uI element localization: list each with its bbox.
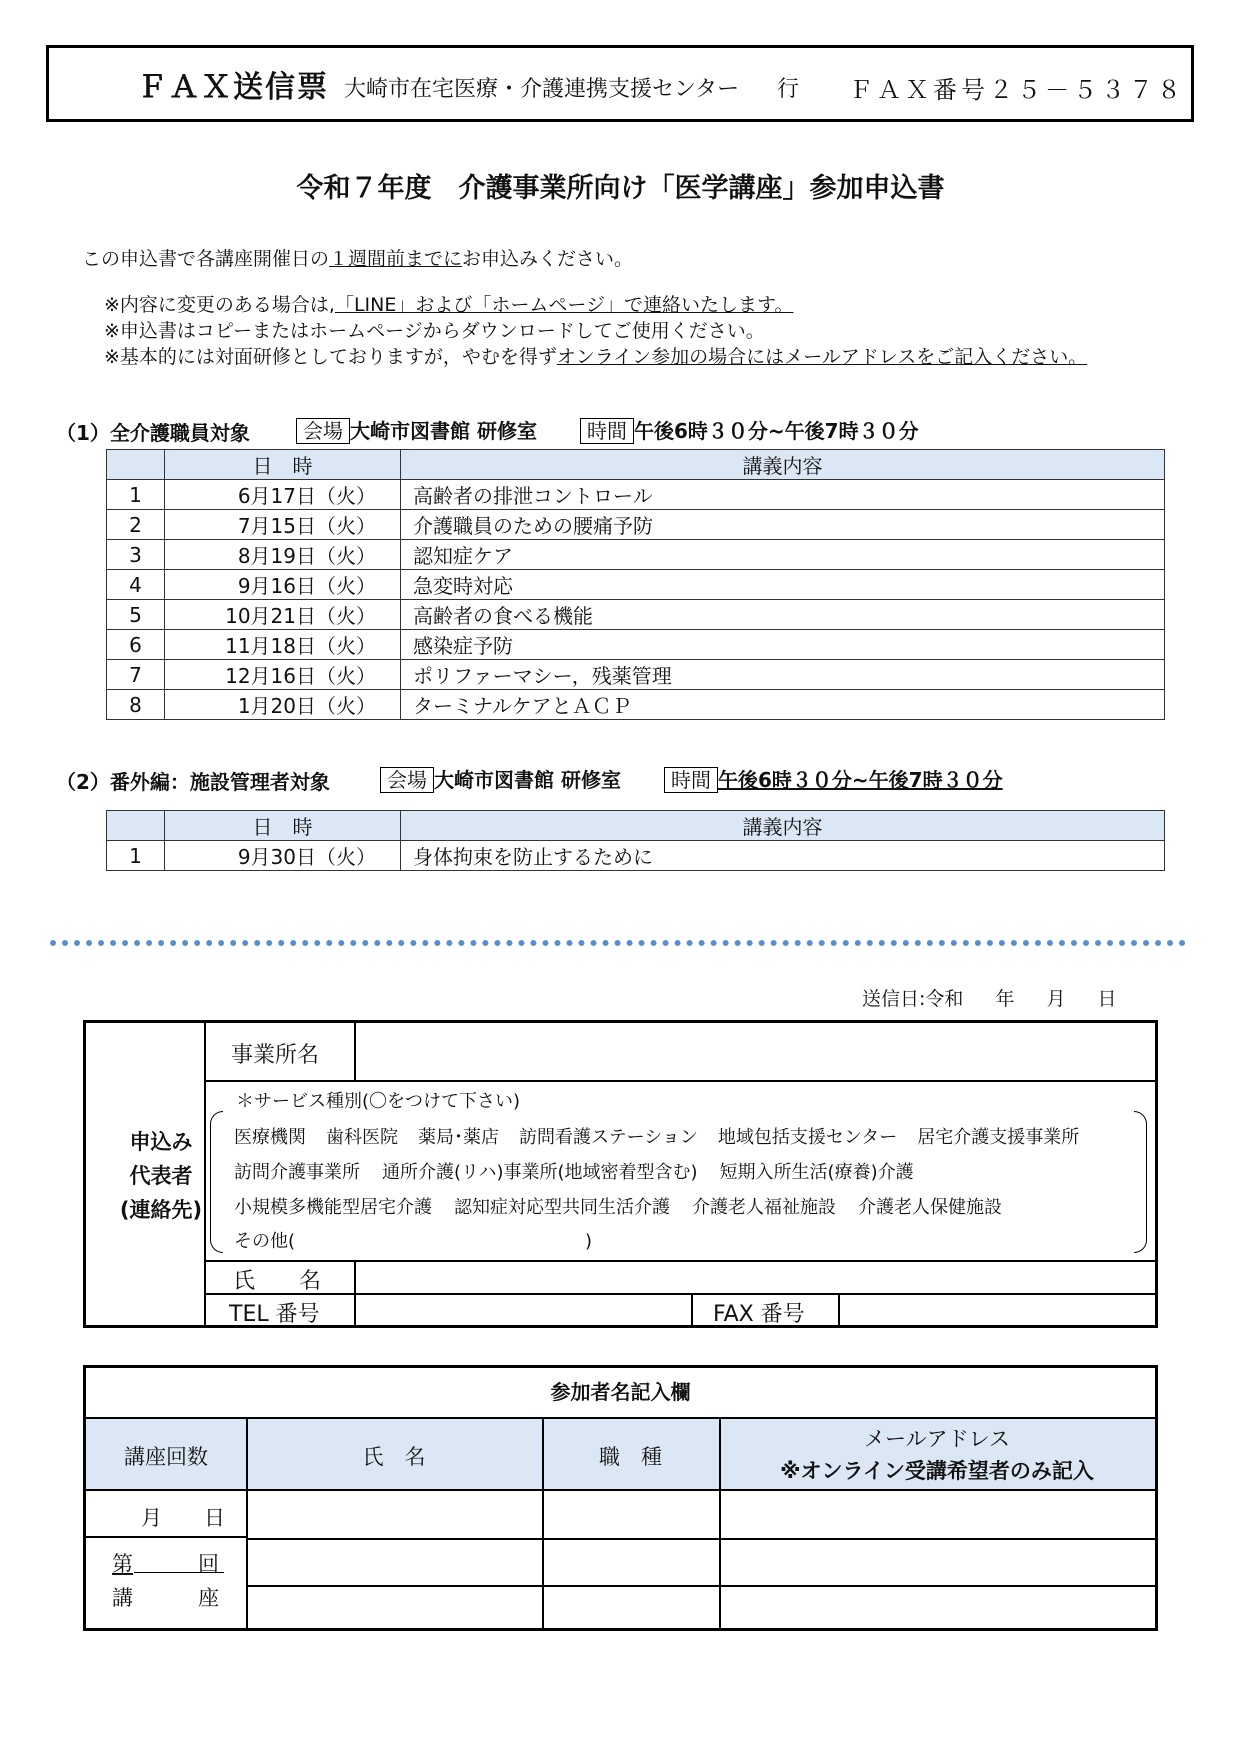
row-content: 認知症ケア <box>401 540 1165 570</box>
col-content: 講義内容 <box>401 811 1165 841</box>
left-bracket <box>210 1111 223 1253</box>
venue-value: 大崎市図書館 研修室 <box>434 768 621 792</box>
applicant-label <box>102 1125 220 1227</box>
time-value: 午後6時３０分~午後7時３０分 <box>718 768 1003 792</box>
table-row <box>107 600 1165 630</box>
divider <box>204 1260 1155 1262</box>
row-date: 6月17日（火） <box>165 480 401 510</box>
col-course-count: 講座回数 <box>124 1445 208 1469</box>
note-2: ※申込書はコピーまたはホームページからダウンロードしてご使用ください。 <box>104 320 765 342</box>
table-row <box>107 690 1165 720</box>
row-date: 8月19日（火） <box>165 540 401 570</box>
name-field[interactable] <box>358 1263 1150 1291</box>
venue-label: 会場 <box>296 418 350 444</box>
fax-label: FAX 番号 <box>713 1302 805 1327</box>
section-2-venue <box>380 764 621 793</box>
service-row-3 <box>234 1193 1024 1219</box>
applicant-label-1: 申込み <box>129 1130 193 1154</box>
row-number: 1 <box>107 480 165 510</box>
row-number: 8 <box>107 690 165 720</box>
table-header-row <box>107 811 1165 841</box>
intro-text <box>82 244 633 271</box>
applicant-box <box>83 1020 1158 1328</box>
note-1 <box>104 292 793 318</box>
service-type-option[interactable]: 訪問介護事業所 <box>234 1162 360 1183</box>
month-day-label: 月 日 <box>141 1506 225 1530</box>
col-name: 氏 名 <box>362 1445 426 1469</box>
service-other <box>234 1227 592 1253</box>
table-row <box>107 660 1165 690</box>
sent-date: 送信日:令和 年 月 日 <box>862 988 1117 1010</box>
service-other-label: その他( <box>234 1231 296 1252</box>
row-content: 身体拘束を防止するために <box>401 841 1165 871</box>
table-row <box>107 630 1165 660</box>
applicant-label-3: (連絡先) <box>119 1198 203 1222</box>
service-type-option[interactable]: 地域包括支援センター <box>717 1127 898 1148</box>
service-type-option[interactable]: 介護老人保健施設 <box>858 1197 1002 1218</box>
service-type-option[interactable]: 薬局･薬店 <box>418 1127 499 1148</box>
recipient-suffix: 行 <box>777 77 800 102</box>
divider <box>354 1260 356 1325</box>
row-date: 7月15日（火） <box>165 510 401 540</box>
row-date: 1月20日（火） <box>165 690 401 720</box>
row-date: 9月16日（火） <box>165 570 401 600</box>
service-row-2 <box>234 1158 936 1184</box>
row-number: 5 <box>107 600 165 630</box>
row-number: 3 <box>107 540 165 570</box>
service-type-option[interactable]: 短期入所生活(療養)介護 <box>719 1162 914 1183</box>
table-header-row <box>107 450 1165 480</box>
fax-number: ＦＡＸ番号２５－５３７８ <box>849 76 1185 104</box>
schedule-2-rows <box>107 841 1165 871</box>
section-2-heading <box>56 766 330 795</box>
divider <box>838 1293 840 1325</box>
divider <box>691 1293 693 1325</box>
row-content: 急変時対応 <box>401 570 1165 600</box>
office-name-field[interactable] <box>358 1026 1150 1076</box>
table-row <box>107 841 1165 871</box>
divider <box>246 1585 1155 1587</box>
row-date: 9月30日（火） <box>165 841 401 871</box>
service-type-option[interactable]: 居宅介護支援事業所 <box>917 1127 1080 1148</box>
office-name-label: 事業所名 <box>231 1043 320 1068</box>
kou-label: 講 <box>112 1586 133 1610</box>
kai-label: 回 <box>198 1552 219 1576</box>
col-mail-note: ※オンライン受講希望者のみ記入 <box>780 1459 1094 1483</box>
tel-field[interactable] <box>358 1296 688 1323</box>
za-label: 座 <box>198 1586 219 1610</box>
fax-title: ＦＡＸ送信票 <box>137 70 329 105</box>
row-date: 10月21日（火） <box>165 600 401 630</box>
col-no <box>107 450 165 480</box>
row-content: 介護職員のための腰痛予防 <box>401 510 1165 540</box>
right-bracket <box>1134 1111 1147 1253</box>
schedule-table-1 <box>106 449 1165 720</box>
section-2-time <box>664 764 1003 793</box>
section-1-venue <box>296 415 537 444</box>
participants-title: 参加者名記入欄 <box>550 1380 691 1404</box>
divider <box>204 1293 1155 1295</box>
row-number: 7 <box>107 660 165 690</box>
col-no <box>107 811 165 841</box>
applicant-label-2: 代表者 <box>129 1164 193 1188</box>
venue-value: 大崎市図書館 研修室 <box>350 419 537 443</box>
schedule-table-2 <box>106 810 1165 871</box>
row-content: 感染症予防 <box>401 630 1165 660</box>
row-content: ポリファーマシー，残薬管理 <box>401 660 1165 690</box>
service-other-close: ) <box>585 1231 593 1252</box>
intro-post: お申込みください。 <box>462 248 634 270</box>
note-3-pre: ※基本的には対面研修としておりますが，やむを得ず <box>104 346 557 368</box>
col-date: 日 時 <box>165 450 401 480</box>
note-1-pre: ※内容に変更のある場合は, <box>104 294 335 316</box>
note-3 <box>104 344 1087 370</box>
schedule-1-rows <box>107 480 1165 720</box>
row-content: 高齢者の排泄コントロール <box>401 480 1165 510</box>
participants-box <box>83 1365 1158 1631</box>
fax-field[interactable] <box>842 1296 1150 1323</box>
dai-label: 第 <box>112 1552 133 1576</box>
table-row <box>107 510 1165 540</box>
participant-job-field-1[interactable] <box>545 1492 717 1536</box>
row-date: 11月18日（火） <box>165 630 401 660</box>
row-number: 4 <box>107 570 165 600</box>
participant-name-field-1[interactable] <box>249 1492 540 1536</box>
row-number: 2 <box>107 510 165 540</box>
name-label: 氏 名 <box>233 1269 322 1294</box>
intro-deadline: １週間前までに <box>329 248 463 270</box>
recipient: 大崎市在宅医療・介護連携支援センター <box>344 77 740 102</box>
service-note: ＊サービス種別(〇をつけて下さい) <box>236 1091 521 1112</box>
tel-label: TEL 番号 <box>229 1302 320 1327</box>
row-number: 6 <box>107 630 165 660</box>
page-title: 令和７年度 介護事業所向け「医学講座」参加申込書 <box>296 173 945 204</box>
service-row-1 <box>234 1123 1099 1149</box>
col-mail: メールアドレス <box>864 1427 1010 1451</box>
section-1-heading <box>56 417 250 446</box>
row-content: 高齢者の食べる機能 <box>401 600 1165 630</box>
intro-pre: この申込書で各講座開催日の <box>82 248 330 270</box>
fax-header-box <box>46 45 1194 122</box>
col-job: 職 種 <box>599 1445 662 1469</box>
time-label: 時間 <box>580 418 634 444</box>
row-number: 1 <box>107 841 165 871</box>
note-1-underlined: 「LINE」および「ホームページ」で連絡いたします。 <box>334 294 794 316</box>
venue-label: 会場 <box>380 767 434 793</box>
table-row <box>107 540 1165 570</box>
time-value: 午後6時３０分~午後7時３０分 <box>634 419 919 443</box>
table-row <box>107 480 1165 510</box>
col-content: 講義内容 <box>401 450 1165 480</box>
table-row <box>107 570 1165 600</box>
section-2-label: （2）番外編：施設管理者対象 <box>56 770 330 794</box>
divider <box>204 1080 1155 1082</box>
time-label: 時間 <box>664 767 718 793</box>
service-type-option[interactable]: 介護老人福祉施設 <box>692 1197 836 1218</box>
service-type-option[interactable]: 歯科医院 <box>326 1127 398 1148</box>
note-3-underlined: オンライン参加の場合にはメールアドレスをご記入ください。 <box>556 346 1088 368</box>
cut-line-divider <box>50 940 1186 946</box>
service-type-option[interactable]: 訪問看護ステーション <box>519 1127 698 1148</box>
service-type-option[interactable]: 通所介護(リハ)事業所(地域密着型含む) <box>382 1162 698 1183</box>
service-type-option[interactable]: 認知症対応型共同生活介護 <box>454 1197 670 1218</box>
divider <box>246 1538 1155 1540</box>
participant-mail-field-1[interactable] <box>722 1492 1152 1536</box>
col-date: 日 時 <box>165 811 401 841</box>
divider <box>354 1023 356 1080</box>
section-1-label: （1）全介護職員対象 <box>56 421 250 445</box>
service-type-option[interactable]: 医療機関 <box>234 1127 306 1148</box>
section-1-time <box>580 415 919 444</box>
service-type-option[interactable]: 小規模多機能型居宅介護 <box>234 1197 432 1218</box>
divider <box>86 1536 246 1538</box>
row-content: ターミナルケアとＡＣＰ <box>401 690 1165 720</box>
row-date: 12月16日（火） <box>165 660 401 690</box>
